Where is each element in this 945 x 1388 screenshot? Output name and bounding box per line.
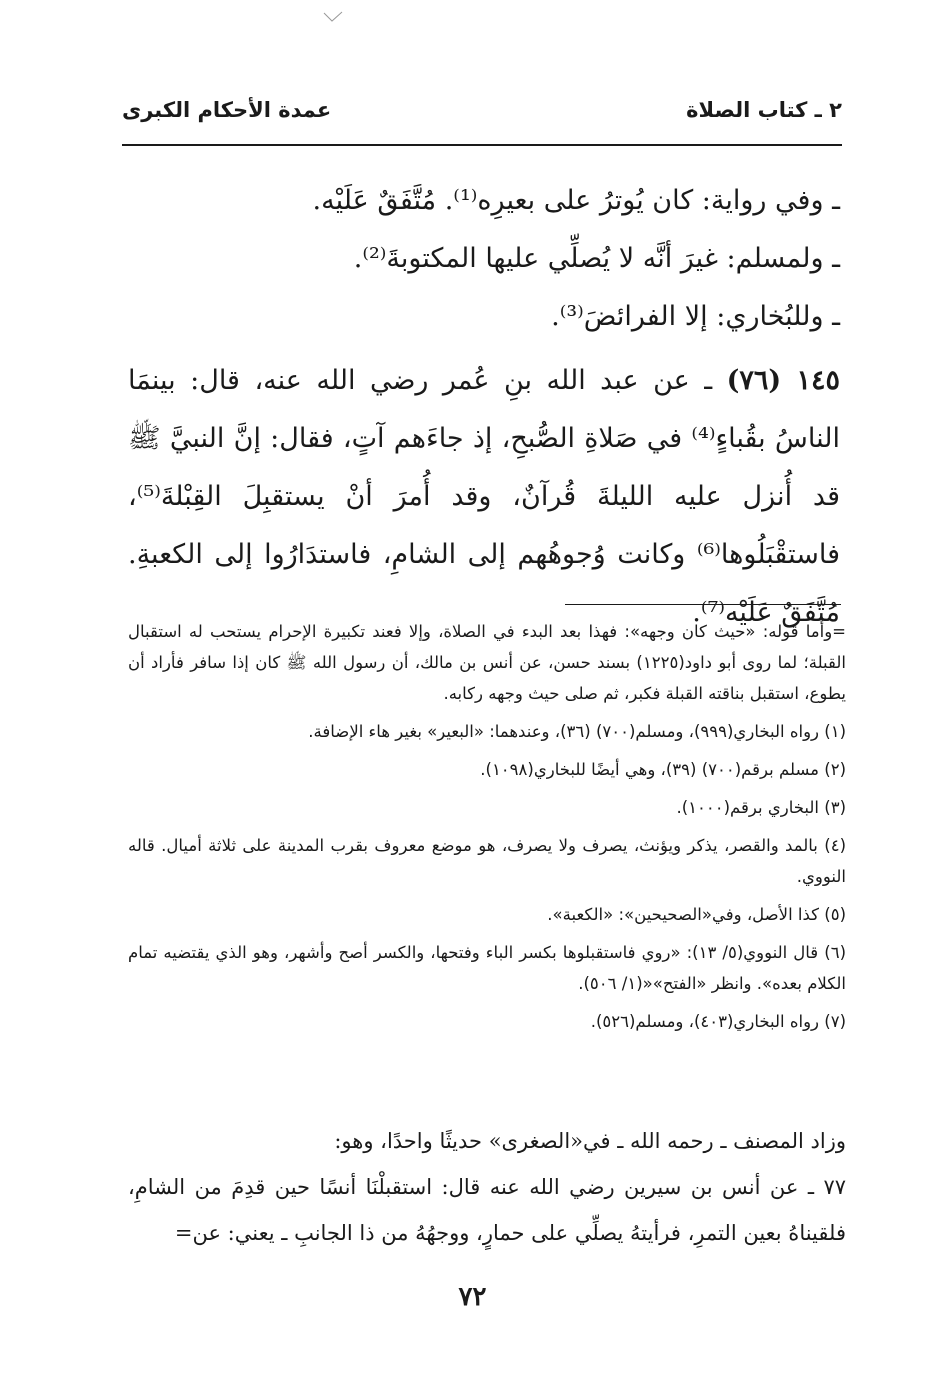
footnote-continuation: =وأما قوله: «حيث كان وجهه»: فهذا بعد البدء في الصلاة، وإلا فعند تكبيرة الإحرام يستحب له استقبال القبلة؛ لما روى أبو داود(١٢٢٥) بسند حسن، عن أنس بن مالك، أن رسول الله ﷺ كان إذا سافر فأراد أن يطوع، استقبل بناقته القبلة فكبر، ثم صلى حيث وجهه ركابه. — [128, 622, 846, 703]
footnote-6: (٦) قال النووي(٥/ ١٣): «روي فاستقبلوها بكسر الباء وفتحها، والكسر أصح وأشهر، وهو الذي يقتضيه تمام الكلام بعده». وانظر «الفتح»«(١/ ٥٠٦). — [128, 943, 846, 993]
book-title: عمدة الأحكام الكبرى — [122, 98, 332, 122]
narration-line-1: ـ وفي رواية: كان يُوترُ على بعيرِه⁽¹⁾. مُتَّفَقٌ عَلَيْه. — [312, 185, 840, 216]
footnote-5: (٥) كذا الأصل، وفي«الصحيحين»: «الكعبة». — [547, 905, 846, 924]
narration-line-2: ـ ولمسلم: غيرَ أنَّه لا يُصلِّي عليها المكتوبةَ⁽²⁾. — [353, 243, 840, 274]
footnote-divider — [565, 604, 841, 605]
page-header — [122, 98, 842, 138]
main-text — [128, 172, 840, 642]
hadith-145 — [128, 352, 840, 642]
footnotes — [128, 616, 846, 1044]
addendum-hadith: ٧٧ ـ عن أنس بن سيرين رضي الله عنه قال: استقبلْنَا أنسًا حين قدِمَ من الشامِ، فلقيناهُ بعين التمرِ، فرأيتهُ يصلِّي على حمارٍ، ووجهُهُ من ذا الجانبِ ـ يعني: عن= — [128, 1175, 846, 1245]
narration-line-3: ـ وللبُخاري: إلا الفرائضَ⁽³⁾. — [551, 301, 840, 332]
footnote-2: (٢) مسلم برقم(٧٠٠) (٣٩)، وهي أيضًا للبخاري(١٠٩٨). — [480, 760, 846, 779]
addendum — [128, 1118, 846, 1256]
footnote-1: (١) رواه البخاري(٩٩٩)، ومسلم(٧٠٠) (٣٦)، وعندهما: «البعير» بغير هاء الإضافة. — [308, 722, 846, 741]
scan-mark — [322, 10, 344, 24]
footnote-7: (٧) رواه البخاري(٤٠٣)، ومسلم(٥٢٦). — [590, 1012, 846, 1031]
footnote-3: (٣) البخاري برقم(١٠٠٠). — [676, 798, 846, 817]
addendum-intro: وزاد المصنف ـ رحمه الله ـ في«الصغرى» حديثًا واحدًا، وهو: — [334, 1129, 846, 1153]
header-divider — [122, 144, 842, 146]
hadith-number: ١٤٥ (٧٦) — [726, 365, 840, 396]
chapter-title: ٢ ـ كتاب الصلاة — [686, 98, 842, 122]
hadith-text: ـ عن عبد الله بنِ عُمر رضي الله عنه، قال: بينمَا الناسُ بقُباءٍ⁽⁴⁾ في صَلاةِ الصُّبحِ، إذ جاءَهم آتٍ، فقال: إنَّ النبيَّ ﷺ قد أُنزل عليه الليلةَ قُرآنٌ، وقد أُمرَ أنْ يستقبِلَ القِبْلةَ⁽⁵⁾، فاستقْبَلُوها⁽⁶⁾ وكانت وُجوهُهم إلى الشامِ، فاستدَارُوا إلى الكعبةِ. مُتَّفَقٌ عَلَيْه⁽⁷⁾. — [128, 365, 840, 628]
page-number: ٧٢ — [458, 1282, 487, 1312]
footnote-4: (٤) بالمد والقصر، يذكر ويؤنث، يصرف ولا يصرف، هو موضع معروف بقرب المدينة على ثلاثة أميال. قاله النووي. — [128, 836, 846, 886]
